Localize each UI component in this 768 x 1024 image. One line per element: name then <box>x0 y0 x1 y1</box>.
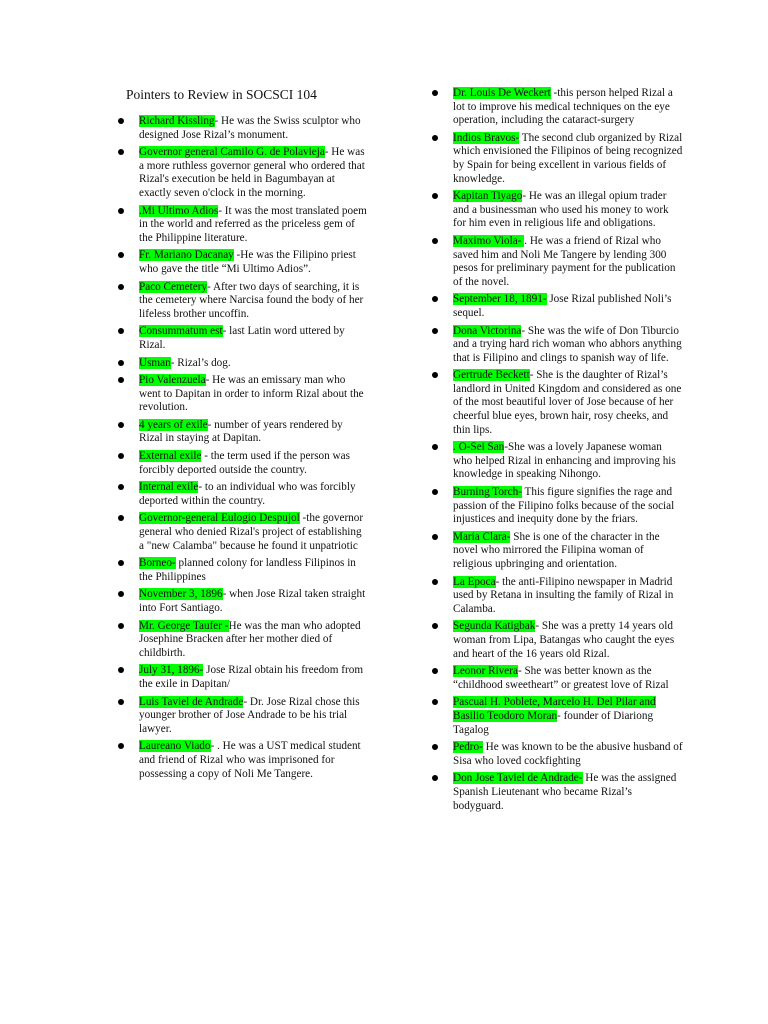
highlighted-term: Leonor Rivera <box>453 665 518 678</box>
bullet-icon <box>118 422 124 428</box>
left-column <box>139 115 369 785</box>
highlighted-term: Laureano Viado <box>139 740 211 753</box>
item-description: - He was an emissary man who went to Dapitan in order to inform Rizal about the revolution. <box>139 374 364 414</box>
highlighted-term: Dr. Louis De Weckert <box>453 87 551 99</box>
item-description: He was the man who adopted Josephine Bracken after her mother died of childbirth. <box>139 619 361 659</box>
item-description: He was known to be the abusive husband of Sisa who loved cockfighting <box>453 741 683 767</box>
item-description: - founder of Diariong Tagalog <box>453 709 654 736</box>
highlighted-term: Pascual H. Poblete, Marcelo H. Del Pilar and Basilio Teodoro Moran <box>453 696 656 722</box>
list-item <box>453 441 683 482</box>
bullet-icon <box>432 328 438 334</box>
highlighted-term: Internal exile <box>139 481 199 494</box>
list-item <box>139 205 369 246</box>
bullet-icon <box>118 453 124 459</box>
list-item <box>139 588 369 615</box>
item-description: -He was the Filipino priest who gave the title “Mi Ultimo Adios”. <box>139 249 356 275</box>
highlighted-term: Indios Bravos- <box>453 131 520 144</box>
bullet-icon <box>432 238 438 244</box>
item-description: Jose Rizal published Noli’s sequel. <box>453 293 672 319</box>
item-description: - After two days of searching, it is the cemetery where Narcisa found the body of her lifeless brother uncoffin. <box>139 280 364 320</box>
item-description: - to an individual who was forcibly deported within the country. <box>139 481 356 507</box>
list-item <box>139 696 369 737</box>
item-description: - the term used if the person was forcibly deported outside the country. <box>139 450 350 476</box>
list-item <box>139 620 369 661</box>
highlighted-term: .Mi Ultimo Adios <box>139 204 219 217</box>
highlighted-term: Luis Taviel de Andrade <box>139 695 244 708</box>
bullet-icon <box>118 560 124 566</box>
highlighted-term: La Epoca <box>453 575 496 588</box>
list-item <box>453 235 683 289</box>
highlighted-term: External exile <box>139 450 202 463</box>
item-description: - Rizal’s dog. <box>170 356 231 369</box>
highlighted-term: Segunda Katigbak <box>453 620 536 633</box>
item-description: - when Jose Rizal taken straight into Fort Santiago. <box>139 588 366 614</box>
bullet-icon <box>118 284 124 290</box>
list-item <box>453 87 683 128</box>
right-column <box>453 87 683 817</box>
bullet-icon <box>118 328 124 334</box>
item-description: - She was the wife of Don Tiburcio and a trying hard rich woman who abhors anything that is Filipino and clings to spanish way of life. <box>453 324 682 364</box>
item-description: . He was a friend of Rizal who saved him and Noli Me Tangere by lending 300 pesos for preliminary payment for the publication of the novel. <box>453 234 676 288</box>
item-description: - She was a pretty 14 years old woman from Lipa, Batangas who caught the eyes and heart of the 16 years old Rizal. <box>453 620 675 660</box>
highlighted-term: Consummatum est <box>139 325 223 338</box>
item-description: He was the assigned Spanish Lieutenant who became Rizal’s bodyguard. <box>453 772 677 812</box>
list-item <box>139 281 369 322</box>
highlighted-term: Burning Torch- <box>453 486 522 499</box>
left-bullet-list <box>139 115 369 781</box>
list-item <box>453 696 683 737</box>
highlighted-term: Fr. Mariano Dacanay <box>139 249 234 262</box>
highlighted-term: Usman <box>139 356 171 369</box>
bullet-icon <box>432 775 438 781</box>
list-item <box>453 293 683 320</box>
bullet-icon <box>118 252 124 258</box>
bullet-icon <box>432 744 438 750</box>
list-item <box>453 576 683 617</box>
highlighted-term: Governor general Camilo G. de Polavieja <box>139 146 325 159</box>
item-description: - . He was a UST medical student and friend of Rizal who was imprisoned for possessing a copy of Noli Me Tangere. <box>139 740 361 780</box>
item-description: -She was a lovely Japanese woman who helped Rizal in enhancing and improving his knowledge in speaking Nihongo. <box>453 441 676 481</box>
bullet-icon <box>432 444 438 450</box>
list-item <box>453 190 683 231</box>
bullet-icon <box>432 489 438 495</box>
list-item <box>453 369 683 437</box>
bullet-icon <box>432 534 438 540</box>
bullet-icon <box>118 623 124 629</box>
highlighted-term: November 3, 1896 <box>139 588 223 601</box>
highlighted-term: Governor-general Eulogio Despujol <box>139 512 300 525</box>
bullet-icon <box>118 118 124 124</box>
highlighted-term: September 18, 1891- <box>453 293 547 306</box>
list-item <box>139 357 369 371</box>
bullet-icon <box>118 515 124 521</box>
page-title: Pointers to Review in SOCSCI 104 <box>126 87 317 102</box>
bullet-icon <box>432 579 438 585</box>
item-description: - She was better known as the “childhood sweetheart” or greatest love of Rizal <box>453 665 669 691</box>
item-description: - last Latin word uttered by Rizal. <box>139 325 345 351</box>
item-description: -the governor general who denied Rizal's project of establishing a "new Calamba" because he found it unpatriotic <box>139 512 364 552</box>
list-item <box>453 665 683 692</box>
list-item <box>453 325 683 366</box>
highlighted-term: Maximo Viola- <box>453 234 525 247</box>
item-description: - the anti-Filipino newspaper in Madrid used by Retana in insulting the family of Rizal in Calamba. <box>453 575 674 615</box>
bullet-icon <box>118 667 124 673</box>
list-item <box>139 740 369 781</box>
highlighted-term: Dona Victorina <box>453 324 522 337</box>
item-description: Jose Rizal obtain his freedom from the exile in Dapitan/ <box>139 664 364 690</box>
list-item <box>139 249 369 276</box>
highlighted-term: Paco Cemetery <box>139 280 208 293</box>
bullet-icon <box>432 135 438 141</box>
item-description: She is one of the character in the novel who mirrored the Filipina woman of religious upbringing and orientation. <box>453 530 660 570</box>
item-description: - number of years rendered by Rizal in staying at Dapitan. <box>139 418 343 445</box>
list-item <box>453 620 683 661</box>
list-item <box>139 557 369 584</box>
bullet-icon <box>432 668 438 674</box>
item-description: - Dr. Jose Rizal chose this younger brother of Jose Andrade to be his trial lawyer. <box>139 695 360 735</box>
list-item <box>139 450 369 477</box>
list-item <box>139 664 369 691</box>
item-description: - He was a more ruthless governor general who ordered that Rizal's execution be held in Bagumbayan at exactly seven o'clock in the morning. <box>139 146 365 199</box>
bullet-icon <box>432 372 438 378</box>
list-item <box>139 115 369 142</box>
list-item <box>453 531 683 572</box>
list-item <box>139 512 369 553</box>
bullet-icon <box>118 360 124 366</box>
bullet-icon <box>118 699 124 705</box>
highlighted-term: Pedro- <box>453 741 483 754</box>
bullet-icon <box>432 623 438 629</box>
highlighted-term: Don Jose Taviel de Andrade- <box>453 772 583 785</box>
item-description: This figure signifies the rage and passion of the Filipino folks because of the social injustices and inequity done by the friars. <box>453 486 675 526</box>
highlighted-term: Borneo- <box>139 557 176 570</box>
list-item <box>453 741 683 768</box>
highlighted-term: Kapitan Tiyago <box>453 190 523 203</box>
list-item <box>139 481 369 508</box>
right-bullet-list <box>453 87 683 813</box>
list-item <box>139 374 369 415</box>
item-description: -this person helped Rizal a lot to improve his medical techniques on the eye operation, including the cataract-surgery <box>453 87 673 127</box>
item-description: - She is the daughter of Rizal’s landlord in United Kingdom and considered as one of the most beautiful lover of Jose because of her cheerful blue eyes, brown hair, rosy cheeks, and thin lips. <box>453 369 682 436</box>
bullet-icon <box>118 743 124 749</box>
highlighted-term: Maria Clara- <box>453 530 511 543</box>
item-description: The second club organized by Rizal which envisioned the Filipinos of being recognized by Spain for being excellent in various fields of knowledge. <box>453 131 683 185</box>
list-item <box>453 486 683 527</box>
item-description: - He was an illegal opium trader and a businessman who used his money to work for him even in religious life and obligations. <box>453 190 669 230</box>
list-item <box>139 325 369 352</box>
list-item <box>453 132 683 186</box>
list-item <box>139 146 369 200</box>
bullet-icon <box>432 90 438 96</box>
highlighted-term: Mr. George Taufer - <box>139 619 229 632</box>
highlighted-term: . O-Sei San <box>453 441 505 454</box>
bullet-icon <box>118 377 124 383</box>
bullet-icon <box>118 149 124 155</box>
bullet-icon <box>432 699 438 705</box>
list-item <box>453 772 683 813</box>
highlighted-term: Pio Valenzuela <box>139 374 206 387</box>
item-description: - It was the most translated poem in the world and referred as the priceless gem of the Philippine literature. <box>139 204 367 244</box>
bullet-icon <box>118 591 124 597</box>
bullet-icon <box>118 484 124 490</box>
bullet-icon <box>432 193 438 199</box>
item-description: planned colony for landless Filipinos in the Philippines <box>139 557 356 583</box>
bullet-icon <box>432 296 438 302</box>
item-description: - He was the Swiss sculptor who designed Jose Rizal’s monument. <box>139 115 361 141</box>
highlighted-term: 4 years of exile <box>139 418 208 431</box>
bullet-icon <box>118 208 124 214</box>
highlighted-term: Richard Kissling <box>139 115 215 127</box>
highlighted-term: Gertrude Beckett <box>453 369 530 382</box>
list-item <box>139 419 369 446</box>
highlighted-term: July 31, 1896- <box>139 664 204 677</box>
